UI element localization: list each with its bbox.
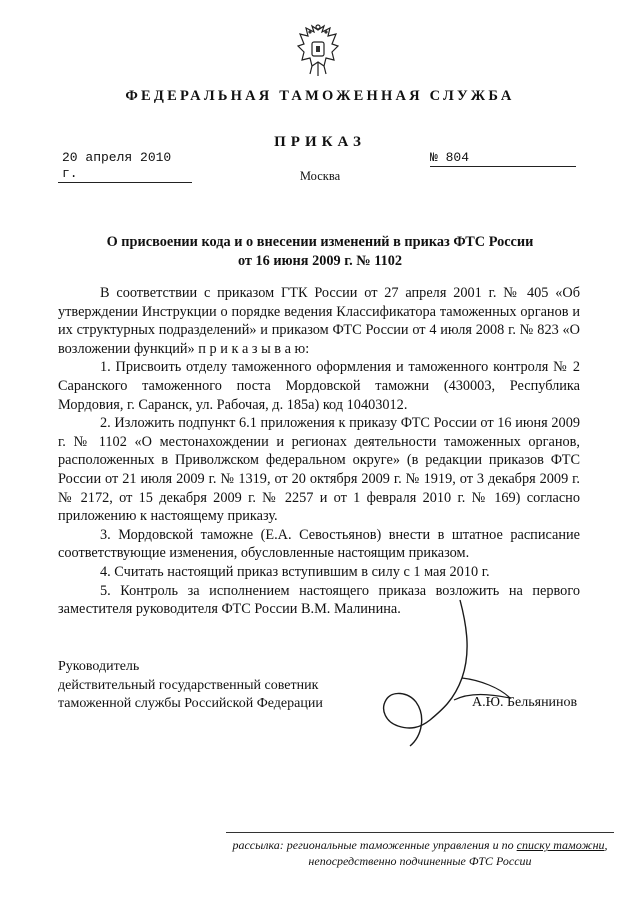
order-item-4: 4. Считать настоящий приказ вступившим в силу с 1 мая 2010 г. (100, 563, 490, 580)
mailing-underlined: списку таможни (516, 838, 605, 852)
signer-title-line-2: действительный государственный советник (58, 677, 319, 693)
subject-line-2: от 16 июня 2009 г. № 1102 (237, 253, 403, 269)
preamble-paragraph: В соответствии с приказом ГТК России от 27 апреля 2001 г. № 405 «Об утверждении Инструкции о порядке ведения Классификатора таможенных органов и их структурных подразделений» и приказом ФТС России от 4 июля 2008 г. № 823 «О возложении функций» п р и к а з ы в а ю: (58, 285, 580, 357)
handwritten-signature (350, 560, 550, 760)
mailing-line-1 (226, 838, 614, 854)
order-item-3: 3. Мордовской таможне (Е.А. Севостьянов) внести в штатное расписание соответствующие изменения, обусловленные настоящим приказом. (58, 526, 580, 562)
order-item-2: 2. Изложить подпункт 6.1 приложения к приказу ФТС России от 16 июня 2009 г. № 1102 «О местонахождении и регионах деятельности таможенных органов, расположенных в Приволжском федеральном округе» (в редакции приказов ФТС России от 21 июля 2009 г. № 1319, от 20 октября 2009 г. № 1919, от 3 декабря 2009 г. № 2172, от 15 декабря 2009 г. № 2257 и от 1 февраля 2010 г. № 169) согласно приложению к настоящему приказу. (58, 415, 580, 525)
mailing-prefix: рассылка: региональные таможенные управления и по (232, 838, 517, 852)
order-number: № 804 (430, 150, 576, 167)
signer-name: А.Ю. Бельянинов (472, 695, 578, 710)
document-type: ПРИКАЗ (274, 134, 366, 150)
agency-name: ФЕДЕРАЛЬНАЯ ТАМОЖЕННАЯ СЛУЖБА (125, 88, 515, 104)
order-item-1: 1. Присвоить отделу таможенного оформления и таможенного контроля № 2 Саранского таможенного поста Мордовской таможни (430003, Республика Мордовия, г. Саранск, ул. Рабочая, д. 185а) код 10403012. (58, 359, 580, 413)
mailing-line-2: непосредственно подчиненные ФТС России (308, 853, 532, 868)
subject-line-1: О присвоении кода и о внесении изменений в приказ ФТС России (106, 234, 534, 250)
order-city: Москва (299, 169, 341, 183)
russian-coat-of-arms-icon (292, 22, 344, 80)
signer-title (58, 658, 323, 714)
order-date: 20 апреля 2010 г. (58, 150, 192, 183)
signer-title-line-1: Руководитель (58, 659, 140, 674)
mailing-suffix: , (604, 838, 608, 852)
mailing-list (226, 832, 614, 869)
order-item-5: 5. Контроль за исполнением настоящего приказа возложить на первого заместителя руководителя ФТС России В.М. Малинина. (58, 582, 580, 618)
signer-title-line-3: таможенной службы Российской Федерации (58, 696, 323, 711)
order-subject (70, 233, 570, 271)
